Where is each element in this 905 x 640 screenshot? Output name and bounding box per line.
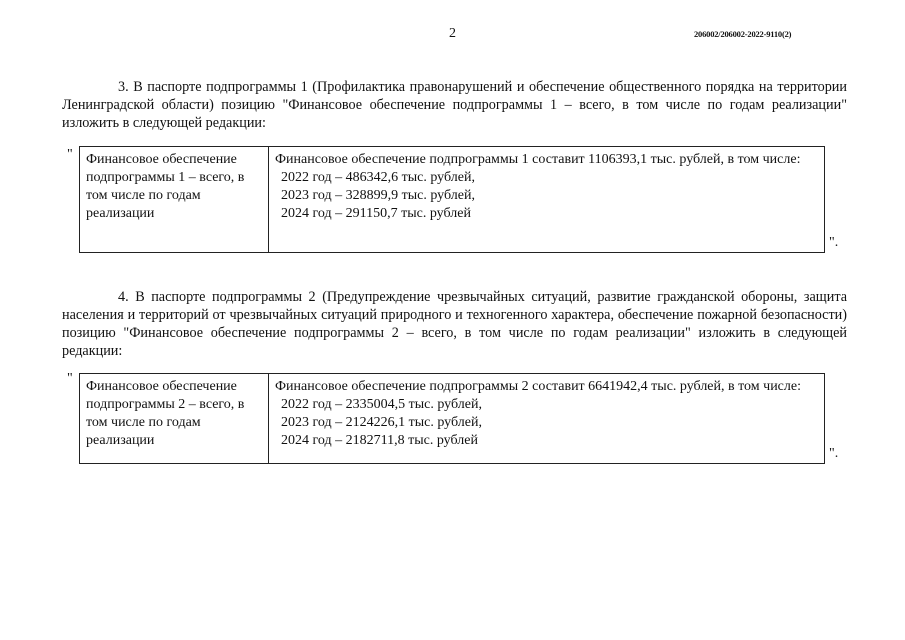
financing-summary: Финансовое обеспечение подпрограммы 2 составит 6641942,4 тыс. рублей, в том числе: [275, 379, 801, 394]
section-3-paragraph: 3. В паспорте подпрограммы 1 (Профилактика правонарушений и обеспечение общественного порядка на территории Ленинградской области) позицию "Финансовое обеспечение подпрограммы 1 – всего, в том числе по годам реализации" изложить в следующей редакции: [62, 79, 847, 131]
year-line: 2022 год – 486342,6 тыс. рублей, [281, 170, 475, 185]
document-code: 206002/206002-2022-9110(2) [694, 29, 792, 39]
financing-value-cell [269, 147, 825, 253]
open-quote-2: " [67, 371, 73, 386]
financing-value-cell [269, 374, 825, 464]
year-line: 2022 год – 2335004,5 тыс. рублей, [281, 397, 482, 412]
page-number: 2 [449, 26, 456, 41]
table-row [80, 374, 825, 464]
open-quote-1: " [67, 147, 73, 162]
year-line: 2023 год – 328899,9 тыс. рублей, [281, 188, 475, 203]
year-line: 2024 год – 291150,7 тыс. рублей [281, 206, 471, 221]
financing-table-2 [79, 373, 825, 464]
section-4-paragraph: 4. В паспорте подпрограммы 2 (Предупреждение чрезвычайных ситуаций, развитие гражданской обороны, защита населения и территорий от чрезвычайных ситуаций природного и техногенного характера, обеспечение пожарной безопасности) позицию "Финансовое обеспечение подпрограммы 2 – всего, в том числе по годам реализации" изложить в следующей редакции: [62, 289, 847, 359]
year-line: 2024 год – 2182711,8 тыс. рублей [281, 433, 478, 448]
financing-table-1 [79, 146, 825, 253]
financing-label-cell: Финансовое обеспечение подпрограммы 2 – всего, в том числе по годам реализации [80, 374, 269, 464]
close-quote-2: ". [829, 446, 839, 461]
financing-label-cell: Финансовое обеспечение подпрограммы 1 – всего, в том числе по годам реализации [80, 147, 269, 253]
close-quote-1: ". [829, 235, 839, 250]
table-row [80, 147, 825, 253]
year-line: 2023 год – 2124226,1 тыс. рублей, [281, 415, 482, 430]
financing-summary: Финансовое обеспечение подпрограммы 1 составит 1106393,1 тыс. рублей, в том числе: [275, 152, 801, 167]
